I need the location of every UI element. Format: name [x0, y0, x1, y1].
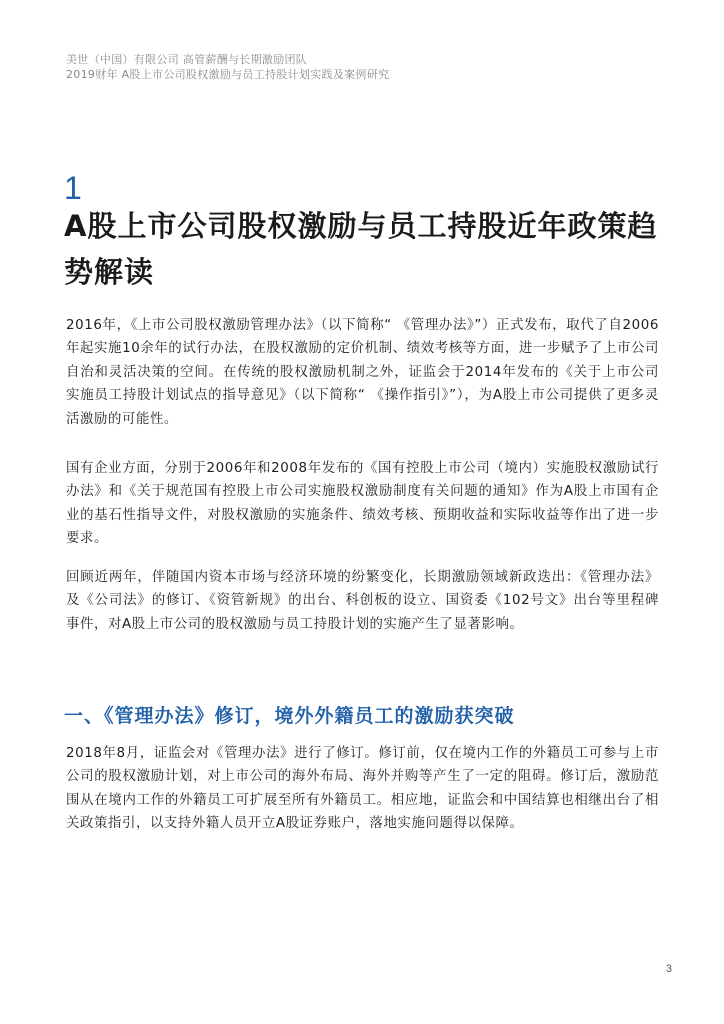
header-report-line: 2019财年 A股上市公司股权激励与员工持股计划实践及案例研究 [66, 68, 390, 81]
intro-paragraph-3: 回顾近两年，伴随国内资本市场与经济环境的纷繁变化，长期激励领域新政迭出：《管理办法》及《公司法》的修订、《资管新规》的出台、科创板的设立、国资委《102号文》出台等里程碑事件，对A股上市公司的股权激励与员工持股计划的实施产生了显著影响。 [66, 570, 659, 632]
chapter-number: 1 [64, 170, 82, 206]
running-header [66, 52, 389, 82]
page-number: 3 [665, 963, 672, 975]
chapter-title: A股上市公司股权激励与员工持股近年政策趋势解读 [64, 209, 658, 289]
intro-paragraph-1: 2016年，《上市公司股权激励管理办法》（以下简称“ 《管理办法》”）正式发布，取代了自2006年起实施10余年的试行办法，在股权激励的定价机制、绩效考核等方面，进一步赋予了上市公司自治和灵活决策的空间。在传统的股权激励机制之外，证监会于2014年发布的《关于上市公司实施员工持股计划试点的指导意见》（以下简称“ 《操作指引》”），为A股上市公司提供了更多灵活激励的可能性。 [66, 318, 659, 427]
section-paragraph: 2018年8月，证监会对《管理办法》进行了修订。修订前，仅在境内工作的外籍员工可参与上市公司的股权激励计划，对上市公司的海外布局、海外并购等产生了一定的阻碍。修订后，激励范围从在境内工作的外籍员工可扩展至所有外籍员工。相应地，证监会和中国结算也相继出台了相关政策指引，以支持外籍人员开立A股证券账户，落地实施问题得以保障。 [66, 746, 659, 832]
intro-paragraph-2: 国有企业方面，分别于2006年和2008年发布的《国有控股上市公司（境内）实施股权激励试行办法》和《关于规范国有控股上市公司实施股权激励制度有关问题的通知》作为A股上市国有企业的基石性指导文件，对股权激励的实施条件、绩效考核、预期收益和实际收益等作出了进一步要求。 [66, 461, 659, 547]
section-heading: 一、《管理办法》修订，境外外籍员工的激励获突破 [64, 705, 515, 727]
header-company-line: 美世（中国）有限公司 高管薪酬与长期激励团队 [66, 53, 308, 66]
